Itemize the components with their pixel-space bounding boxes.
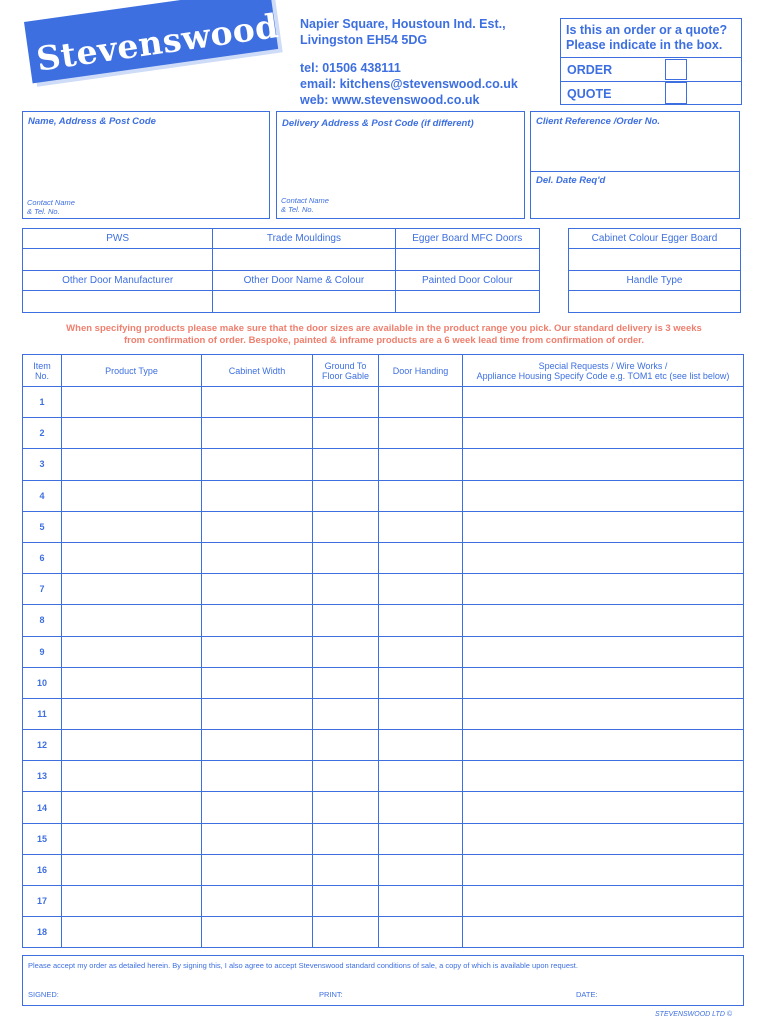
product-type-cell[interactable] xyxy=(62,730,202,761)
product-type-cell[interactable] xyxy=(62,636,202,667)
order-checkbox[interactable] xyxy=(665,59,687,80)
item-number: 1 xyxy=(23,387,62,418)
table-row xyxy=(23,761,744,792)
quote-label: QUOTE xyxy=(567,87,612,101)
cabinet-colour-label: Cabinet Colour Egger Board xyxy=(569,229,741,249)
product-type-cell[interactable] xyxy=(62,449,202,480)
special-requests-cell[interactable] xyxy=(463,574,744,605)
item-number: 10 xyxy=(23,667,62,698)
special-requests-cell[interactable] xyxy=(463,917,744,948)
company-tel: tel: 01506 438111 xyxy=(300,61,401,75)
painted-door-colour-field[interactable] xyxy=(395,291,539,313)
company-address xyxy=(300,16,518,108)
table-row xyxy=(23,886,744,917)
egger-board-field[interactable] xyxy=(395,249,539,271)
door-handing-cell[interactable] xyxy=(379,917,463,948)
header-cabinet-width: Cabinet Width xyxy=(202,355,313,387)
item-number: 2 xyxy=(23,418,62,449)
cabinet-width-cell[interactable] xyxy=(202,886,313,917)
cabinet-width-cell[interactable] xyxy=(202,854,313,885)
special-requests-cell[interactable] xyxy=(463,792,744,823)
quote-checkbox[interactable] xyxy=(665,82,687,104)
question-line2: Please indicate in the box. xyxy=(566,38,723,52)
special-requests-cell[interactable] xyxy=(463,854,744,885)
date-label: DATE: xyxy=(576,990,598,999)
item-number: 8 xyxy=(23,605,62,636)
special-requests-cell[interactable] xyxy=(463,667,744,698)
pws-label: PWS xyxy=(23,229,213,249)
table-row xyxy=(23,387,744,418)
order-quote-box xyxy=(560,18,742,105)
delivery-contact-label xyxy=(281,196,329,214)
door-handing-cell[interactable] xyxy=(379,792,463,823)
trade-mouldings-field[interactable] xyxy=(213,249,395,271)
floor-gable-cell[interactable] xyxy=(313,917,379,948)
item-number: 18 xyxy=(23,917,62,948)
customer-name-label: Name, Address & Post Code xyxy=(28,116,156,127)
product-type-cell[interactable] xyxy=(62,667,202,698)
order-quote-question xyxy=(566,23,727,53)
notice-line1: When specifying products please make sure that the door sizes are available in the product range you pick. Our standard delivery is 3 weeks xyxy=(66,323,702,334)
other-door-manufacturer-label: Other Door Manufacturer xyxy=(23,271,213,291)
special-requests-cell[interactable] xyxy=(463,761,744,792)
cabinet-width-cell[interactable] xyxy=(202,698,313,729)
customer-address-box[interactable] xyxy=(22,111,270,219)
trade-mouldings-label: Trade Mouldings xyxy=(213,229,395,249)
cabinet-width-cell[interactable] xyxy=(202,574,313,605)
product-type-cell[interactable] xyxy=(62,480,202,511)
special-requests-cell[interactable] xyxy=(463,449,744,480)
floor-gable-cell[interactable] xyxy=(313,792,379,823)
door-handing-cell[interactable] xyxy=(379,823,463,854)
item-number: 15 xyxy=(23,823,62,854)
door-handing-cell[interactable] xyxy=(379,730,463,761)
item-number: 4 xyxy=(23,480,62,511)
notice-line2: from confirmation of order. Bespoke, painted & inframe products are a 6 week lead time from confirmation of order. xyxy=(124,335,644,346)
delivery-address-box[interactable] xyxy=(276,111,525,219)
product-type-cell[interactable] xyxy=(62,886,202,917)
floor-gable-cell[interactable] xyxy=(313,574,379,605)
cabinet-width-cell[interactable] xyxy=(202,667,313,698)
table-row xyxy=(23,854,744,885)
floor-gable-cell[interactable] xyxy=(313,387,379,418)
table-row xyxy=(23,730,744,761)
table-row xyxy=(23,449,744,480)
header-floor-gable: Ground To Floor Gable xyxy=(313,355,379,387)
product-type-cell[interactable] xyxy=(62,792,202,823)
spec-grid-right xyxy=(568,228,741,313)
special-requests-cell[interactable] xyxy=(463,387,744,418)
cabinet-width-cell[interactable] xyxy=(202,917,313,948)
other-door-name-label: Other Door Name & Colour xyxy=(213,271,395,291)
item-number: 13 xyxy=(23,761,62,792)
spec-grid xyxy=(22,228,540,313)
egger-board-label: Egger Board MFC Doors xyxy=(395,229,539,249)
floor-gable-cell[interactable] xyxy=(313,605,379,636)
item-number: 11 xyxy=(23,698,62,729)
header-special-requests: Special Requests / Wire Works / Appliance Housing Specify Code e.g. TOM1 etc (see list below) xyxy=(463,355,744,387)
table-row xyxy=(23,667,744,698)
table-row xyxy=(23,605,744,636)
door-handing-cell[interactable] xyxy=(379,480,463,511)
door-handing-cell[interactable] xyxy=(379,854,463,885)
cabinet-width-cell[interactable] xyxy=(202,511,313,542)
special-requests-cell[interactable] xyxy=(463,823,744,854)
table-row xyxy=(23,511,744,542)
cabinet-width-cell[interactable] xyxy=(202,542,313,573)
delivery-date-label: Del. Date Req'd xyxy=(536,175,606,186)
item-number: 16 xyxy=(23,854,62,885)
product-type-cell[interactable] xyxy=(62,511,202,542)
door-handing-cell[interactable] xyxy=(379,605,463,636)
special-requests-cell[interactable] xyxy=(463,886,744,917)
customer-contact-label xyxy=(27,198,75,216)
other-door-manufacturer-field[interactable] xyxy=(23,291,213,313)
table-row xyxy=(23,574,744,605)
print-label: PRINT: xyxy=(319,990,343,999)
door-handing-cell[interactable] xyxy=(379,511,463,542)
customer-contact-line1: Contact Name xyxy=(27,198,75,207)
other-door-name-field[interactable] xyxy=(213,291,395,313)
item-number: 12 xyxy=(23,730,62,761)
acceptance-text: Please accept my order as detailed herein. By signing this, I also agree to accept Stevenswood standard conditions of sale, a copy of which is available upon request. xyxy=(28,961,578,970)
logo-text: Stevenswood xyxy=(34,6,281,79)
items-table-header xyxy=(23,355,744,387)
special-requests-cell[interactable] xyxy=(463,730,744,761)
cabinet-width-cell[interactable] xyxy=(202,636,313,667)
floor-gable-cell[interactable] xyxy=(313,730,379,761)
copyright-text: STEVENSWOOD LTD © xyxy=(655,1011,732,1018)
product-type-cell[interactable] xyxy=(62,698,202,729)
floor-gable-cell[interactable] xyxy=(313,449,379,480)
floor-gable-cell[interactable] xyxy=(313,418,379,449)
handle-type-label: Handle Type xyxy=(569,271,741,291)
cabinet-colour-field[interactable] xyxy=(569,249,741,271)
table-row xyxy=(23,823,744,854)
customer-contact-line2: & Tel. No. xyxy=(27,207,60,216)
floor-gable-cell[interactable] xyxy=(313,511,379,542)
item-number: 9 xyxy=(23,636,62,667)
signature-box xyxy=(22,955,744,1006)
pws-field[interactable] xyxy=(23,249,213,271)
cabinet-width-cell[interactable] xyxy=(202,418,313,449)
cabinet-width-cell[interactable] xyxy=(202,730,313,761)
company-email: email: kitchens@stevenswood.co.uk xyxy=(300,77,518,91)
header-product-type: Product Type xyxy=(62,355,202,387)
special-requests-cell[interactable] xyxy=(463,418,744,449)
floor-gable-cell[interactable] xyxy=(313,698,379,729)
company-web: web: www.stevenswood.co.uk xyxy=(300,93,480,107)
special-requests-cell[interactable] xyxy=(463,542,744,573)
special-requests-cell[interactable] xyxy=(463,698,744,729)
table-row xyxy=(23,418,744,449)
cabinet-width-cell[interactable] xyxy=(202,792,313,823)
item-number: 6 xyxy=(23,542,62,573)
special-requests-cell[interactable] xyxy=(463,480,744,511)
door-handing-cell[interactable] xyxy=(379,449,463,480)
product-type-cell[interactable] xyxy=(62,542,202,573)
header-door-handing: Door Handing xyxy=(379,355,463,387)
item-number: 7 xyxy=(23,574,62,605)
handle-type-field[interactable] xyxy=(569,291,741,313)
product-type-cell[interactable] xyxy=(62,761,202,792)
floor-gable-cell[interactable] xyxy=(313,542,379,573)
delivery-address-label: Delivery Address & Post Code (if different) xyxy=(282,118,474,129)
table-row xyxy=(23,792,744,823)
item-number: 17 xyxy=(23,886,62,917)
product-type-cell[interactable] xyxy=(62,605,202,636)
items-table xyxy=(22,354,744,948)
delivery-notice xyxy=(24,323,744,347)
special-requests-cell[interactable] xyxy=(463,511,744,542)
door-handing-cell[interactable] xyxy=(379,667,463,698)
door-handing-cell[interactable] xyxy=(379,636,463,667)
special-requests-cell[interactable] xyxy=(463,636,744,667)
product-type-cell[interactable] xyxy=(62,418,202,449)
floor-gable-cell[interactable] xyxy=(313,823,379,854)
floor-gable-cell[interactable] xyxy=(313,480,379,511)
door-handing-cell[interactable] xyxy=(379,542,463,573)
door-handing-cell[interactable] xyxy=(379,761,463,792)
signed-label: SIGNED: xyxy=(28,990,59,999)
cabinet-width-cell[interactable] xyxy=(202,449,313,480)
product-type-cell[interactable] xyxy=(62,574,202,605)
table-row xyxy=(23,698,744,729)
cabinet-width-cell[interactable] xyxy=(202,387,313,418)
item-number: 5 xyxy=(23,511,62,542)
table-row xyxy=(23,636,744,667)
address-line1: Napier Square, Houstoun Ind. Est., xyxy=(300,17,506,31)
client-reference-label: Client Reference /Order No. xyxy=(536,116,661,127)
table-row xyxy=(23,480,744,511)
special-requests-cell[interactable] xyxy=(463,605,744,636)
table-row xyxy=(23,917,744,948)
door-handing-cell[interactable] xyxy=(379,387,463,418)
floor-gable-cell[interactable] xyxy=(313,667,379,698)
address-line2: Livingston EH54 5DG xyxy=(300,33,428,47)
company-logo xyxy=(24,6,281,104)
door-handing-cell[interactable] xyxy=(379,418,463,449)
painted-door-colour-label: Painted Door Colour xyxy=(395,271,539,291)
cabinet-width-cell[interactable] xyxy=(202,480,313,511)
door-handing-cell[interactable] xyxy=(379,698,463,729)
item-number: 14 xyxy=(23,792,62,823)
cabinet-width-cell[interactable] xyxy=(202,605,313,636)
floor-gable-cell[interactable] xyxy=(313,886,379,917)
product-type-cell[interactable] xyxy=(62,823,202,854)
delivery-contact-line2: & Tel. No. xyxy=(281,205,314,214)
header-item-no: Item No. xyxy=(23,355,62,387)
item-number: 3 xyxy=(23,449,62,480)
door-handing-cell[interactable] xyxy=(379,886,463,917)
floor-gable-cell[interactable] xyxy=(313,636,379,667)
table-row xyxy=(23,542,744,573)
delivery-contact-line1: Contact Name xyxy=(281,196,329,205)
cabinet-width-cell[interactable] xyxy=(202,823,313,854)
floor-gable-cell[interactable] xyxy=(313,761,379,792)
question-line1: Is this an order or a quote? xyxy=(566,23,728,37)
cabinet-width-cell[interactable] xyxy=(202,761,313,792)
product-type-cell[interactable] xyxy=(62,387,202,418)
product-type-cell[interactable] xyxy=(62,854,202,885)
product-type-cell[interactable] xyxy=(62,917,202,948)
order-label: ORDER xyxy=(567,63,613,77)
floor-gable-cell[interactable] xyxy=(313,854,379,885)
reference-box xyxy=(530,111,740,219)
door-handing-cell[interactable] xyxy=(379,574,463,605)
